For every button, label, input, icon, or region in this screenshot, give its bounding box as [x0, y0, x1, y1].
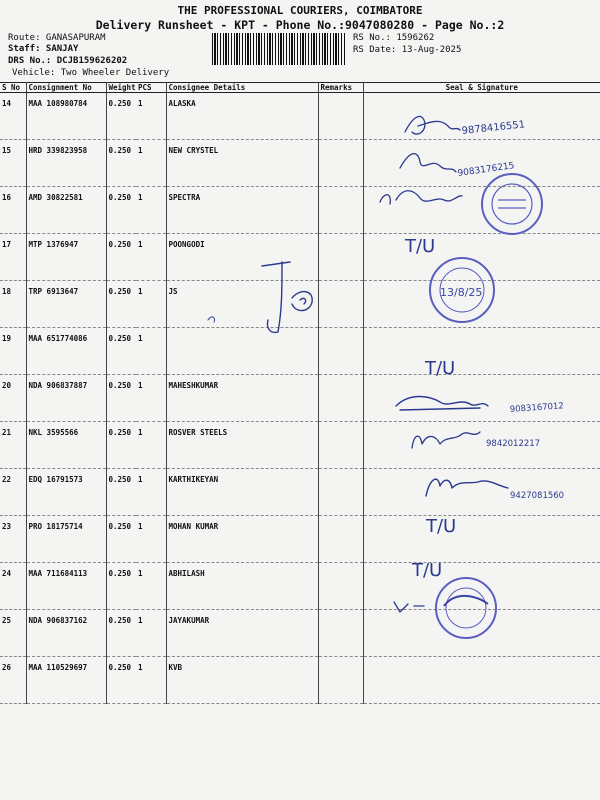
- rs-date: RS Date: 13-Aug-2025: [353, 45, 462, 55]
- row-consignment-no: TRP 6913647: [26, 281, 106, 328]
- row-signature: [363, 422, 600, 469]
- table-row: [0, 610, 600, 657]
- table-row: [0, 657, 600, 704]
- row-sno: 24: [0, 563, 26, 610]
- row-pcs: 1: [136, 610, 166, 657]
- row-consignee: ABHILASH: [166, 563, 318, 610]
- table-row: [0, 469, 600, 516]
- row-consignee: ALASKA: [166, 93, 318, 140]
- col-header-consignment: Consignment No: [26, 83, 106, 93]
- table-row: [0, 328, 600, 375]
- row-pcs: 1: [136, 516, 166, 563]
- vehicle-label: Vehicle: Two Wheeler Delivery: [12, 68, 170, 78]
- table-row: [0, 422, 600, 469]
- row-signature: [363, 610, 600, 657]
- col-header-sno: S No: [0, 83, 26, 93]
- row-consignee: SPECTRA: [166, 187, 318, 234]
- row-weight: 0.250: [106, 328, 136, 375]
- row-signature: [363, 469, 600, 516]
- table-row: [0, 516, 600, 563]
- row-consignment-no: PRO 18175714: [26, 516, 106, 563]
- row-remarks: [318, 140, 363, 187]
- row-remarks: [318, 375, 363, 422]
- row-signature: [363, 187, 600, 234]
- rs-number: RS No.: 1596262: [353, 33, 435, 43]
- handwritten-phone-14: 9878416551: [461, 119, 526, 137]
- col-header-signature: Seal & Signature: [363, 83, 600, 93]
- col-header-consignee: Consignee Details: [166, 83, 318, 93]
- row-signature: [363, 657, 600, 704]
- table-row: [0, 563, 600, 610]
- col-header-remarks: Remarks: [318, 83, 363, 93]
- row-remarks: [318, 516, 363, 563]
- row-sno: 23: [0, 516, 26, 563]
- row-consignee: KARTHIKEYAN: [166, 469, 318, 516]
- row-weight: 0.250: [106, 469, 136, 516]
- row-consignee: JS: [166, 281, 318, 328]
- row-remarks: [318, 234, 363, 281]
- row-consignment-no: AMD 30822581: [26, 187, 106, 234]
- row-pcs: 1: [136, 469, 166, 516]
- row-sno: 19: [0, 328, 26, 375]
- row-signature: [363, 93, 600, 140]
- col-header-weight: Weight: [106, 83, 136, 93]
- row-pcs: 1: [136, 422, 166, 469]
- row-sno: 14: [0, 93, 26, 140]
- row-remarks: [318, 610, 363, 657]
- row-remarks: [318, 328, 363, 375]
- row-pcs: 1: [136, 375, 166, 422]
- row-sno: 17: [0, 234, 26, 281]
- table-row: [0, 140, 600, 187]
- row-consignment-no: MAA 108980784: [26, 93, 106, 140]
- row-pcs: 1: [136, 281, 166, 328]
- row-signature: [363, 516, 600, 563]
- row-weight: 0.250: [106, 234, 136, 281]
- row-consignee: POONGODI: [166, 234, 318, 281]
- row-consignment-no: NDA 906837887: [26, 375, 106, 422]
- row-signature: [363, 563, 600, 610]
- row-weight: 0.250: [106, 610, 136, 657]
- row-remarks: [318, 422, 363, 469]
- tu-mark-17: T/U: [405, 236, 436, 257]
- row-sno: 22: [0, 469, 26, 516]
- row-sno: 25: [0, 610, 26, 657]
- runsheet-table: [0, 82, 600, 704]
- table-row: [0, 93, 600, 140]
- row-remarks: [318, 93, 363, 140]
- row-consignee: [166, 328, 318, 375]
- row-consignment-no: HRD 339823958: [26, 140, 106, 187]
- row-weight: 0.250: [106, 563, 136, 610]
- route-label: Route: GANASAPURAM: [8, 33, 106, 43]
- tu-mark-20: T/U: [425, 358, 456, 379]
- row-pcs: 1: [136, 328, 166, 375]
- row-consignee: MAHESHKUMAR: [166, 375, 318, 422]
- col-header-pcs: PCS: [136, 83, 166, 93]
- stamp-date: 13/8/25: [440, 286, 483, 299]
- row-consignment-no: EDQ 16791573: [26, 469, 106, 516]
- row-weight: 0.250: [106, 140, 136, 187]
- row-remarks: [318, 281, 363, 328]
- row-pcs: 1: [136, 140, 166, 187]
- row-weight: 0.250: [106, 422, 136, 469]
- row-pcs: 1: [136, 93, 166, 140]
- tu-mark-25: T/U: [412, 560, 443, 581]
- row-consignment-no: MAA 110529697: [26, 657, 106, 704]
- row-consignment-no: NDA 906837162: [26, 610, 106, 657]
- company-title: THE PROFESSIONAL COURIERS, COIMBATORE: [177, 4, 423, 17]
- tu-mark-24: T/U: [426, 516, 457, 537]
- row-consignee: NEW CRYSTEL: [166, 140, 318, 187]
- row-signature: [363, 234, 600, 281]
- row-pcs: 1: [136, 234, 166, 281]
- row-sno: 16: [0, 187, 26, 234]
- staff-label: Staff: SANJAY: [8, 44, 79, 54]
- row-weight: 0.250: [106, 93, 136, 140]
- row-signature: [363, 140, 600, 187]
- row-sno: 18: [0, 281, 26, 328]
- row-sno: 20: [0, 375, 26, 422]
- row-consignee: ROSVER STEELS: [166, 422, 318, 469]
- handwritten-phone-15: 9083176215: [457, 161, 516, 179]
- row-remarks: [318, 469, 363, 516]
- row-sno: 15: [0, 140, 26, 187]
- row-sno: 21: [0, 422, 26, 469]
- handwritten-phone-21: 9083167012: [509, 401, 565, 415]
- row-remarks: [318, 657, 363, 704]
- table-row: [0, 281, 600, 328]
- row-weight: 0.250: [106, 281, 136, 328]
- row-remarks: [318, 187, 363, 234]
- row-remarks: [318, 563, 363, 610]
- barcode: [212, 33, 346, 65]
- row-consignee: MOHAN KUMAR: [166, 516, 318, 563]
- row-signature: [363, 281, 600, 328]
- row-consignee: JAYAKUMAR: [166, 610, 318, 657]
- table-row: [0, 234, 600, 281]
- row-weight: 0.250: [106, 375, 136, 422]
- table-header-row: [0, 83, 600, 93]
- row-consignee: KVB: [166, 657, 318, 704]
- row-weight: 0.250: [106, 187, 136, 234]
- handwritten-phone-22: 9842012217: [486, 439, 541, 449]
- row-consignment-no: MAA 651774086: [26, 328, 106, 375]
- runsheet-subtitle: Delivery Runsheet - KPT - Phone No.:9047080280 - Page No.:2: [95, 18, 505, 32]
- row-consignment-no: MAA 711684113: [26, 563, 106, 610]
- row-consignment-no: NKL 3595566: [26, 422, 106, 469]
- row-sno: 26: [0, 657, 26, 704]
- row-pcs: 1: [136, 187, 166, 234]
- table-row: [0, 187, 600, 234]
- row-signature: [363, 375, 600, 422]
- row-weight: 0.250: [106, 657, 136, 704]
- row-consignment-no: MTP 1376947: [26, 234, 106, 281]
- row-pcs: 1: [136, 657, 166, 704]
- row-signature: [363, 328, 600, 375]
- row-pcs: 1: [136, 563, 166, 610]
- table-row: [0, 375, 600, 422]
- handwritten-phone-23: 9427081560: [510, 491, 565, 501]
- row-weight: 0.250: [106, 516, 136, 563]
- drs-number: DRS No.: DCJB159626202: [8, 56, 128, 66]
